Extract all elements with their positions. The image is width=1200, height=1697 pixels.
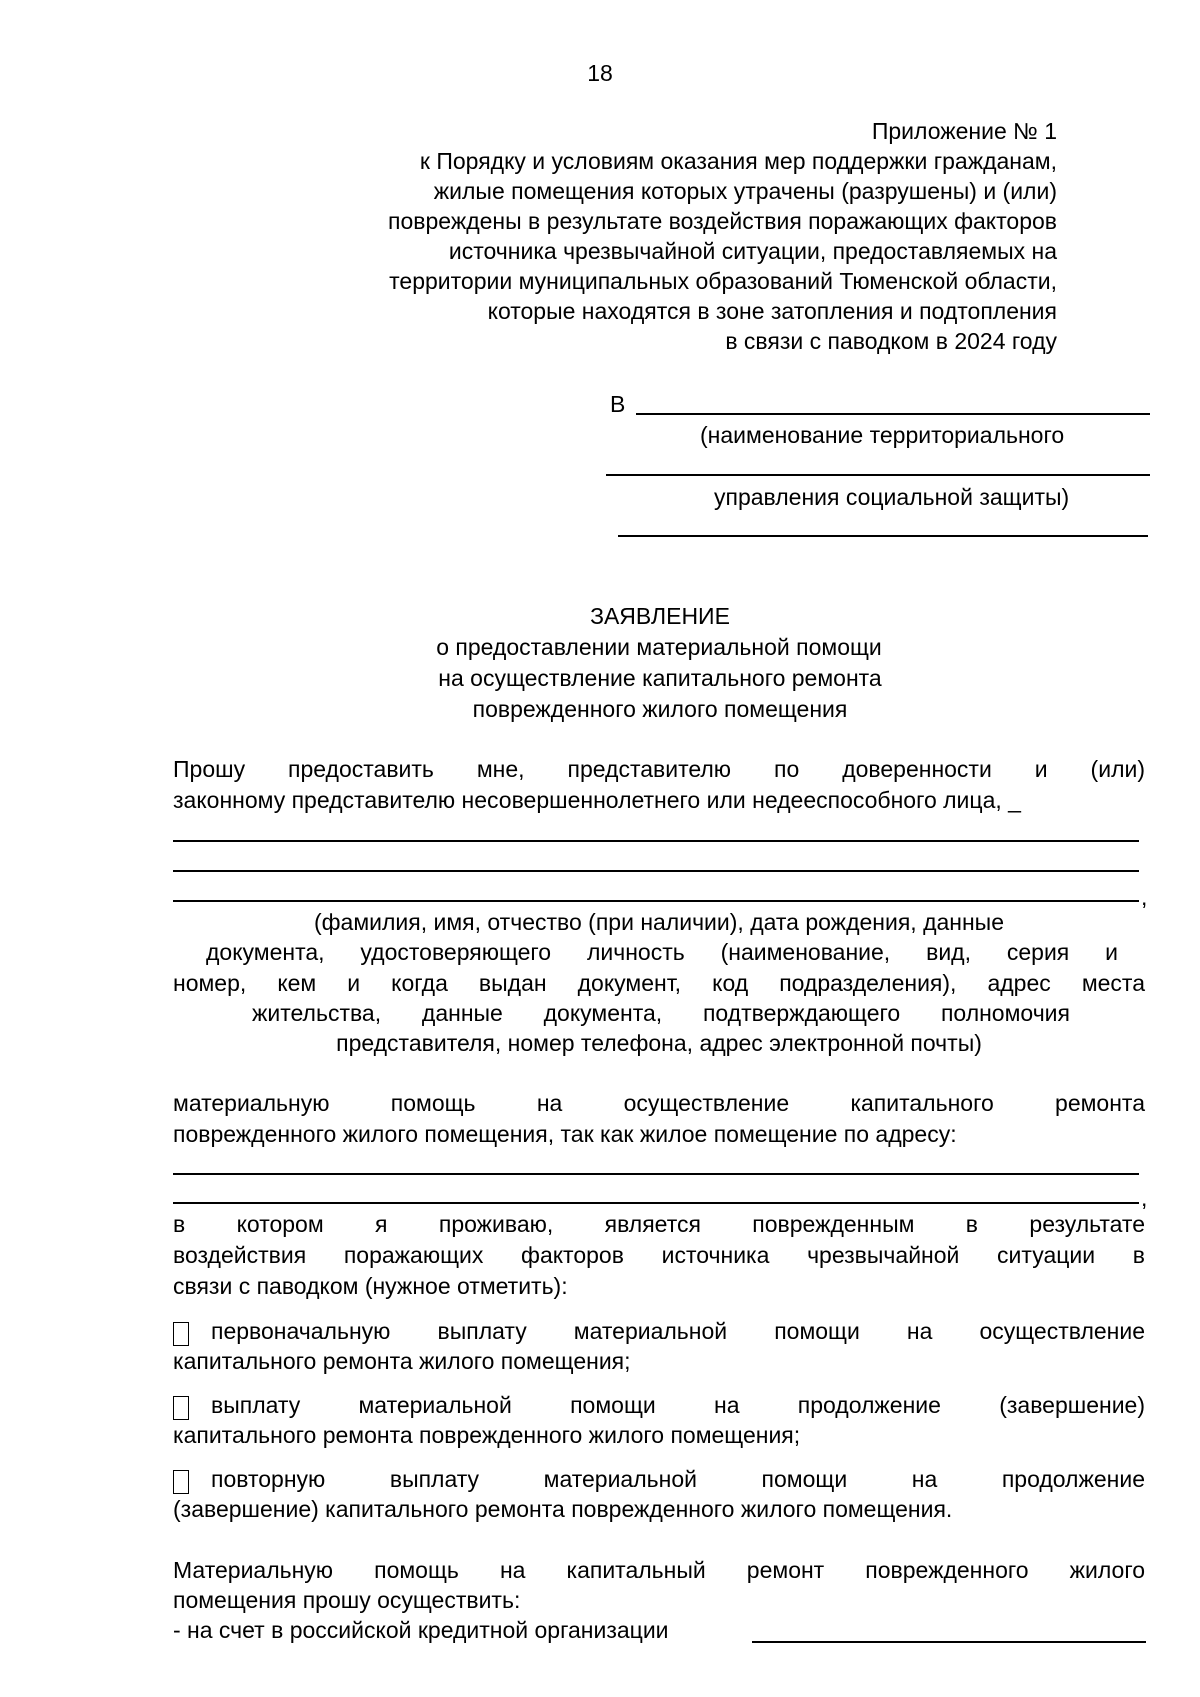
option-1-text: первоначальную выплату материальной помощи на осуществление [211, 1318, 1145, 1344]
applicant-field-line-2[interactable] [173, 870, 1139, 872]
request-line: Прошу предоставить мне, представителю по доверенности и (или) [173, 756, 1145, 782]
purpose-line: поврежденного жилого помещения, так как жилое помещение по адресу: [173, 1121, 957, 1147]
option-2-checkbox[interactable] [173, 1396, 189, 1420]
appendix-line: жилые помещения которых утрачены (разрушены) и (или) [433, 178, 1057, 204]
damage-line: воздействия поражающих факторов источника чрезвычайной ситуации в [173, 1242, 1145, 1268]
payment-line: Материальную помощь на капитальный ремонт поврежденного жилого [173, 1557, 1145, 1583]
option-3-checkbox[interactable] [173, 1470, 189, 1494]
address-field-line-2[interactable] [173, 1202, 1139, 1204]
person-hint-line: (фамилия, имя, отчество (при наличии), дата рождения, данные [313, 909, 1005, 935]
appendix-line: повреждены в результате воздействия поражающих факторов [388, 208, 1057, 234]
person-hint-line: жительства, данные документа, подтверждающего полномочия [252, 1000, 1070, 1026]
option-3[interactable] [173, 1464, 1145, 1494]
applicant-field-line-1[interactable] [173, 840, 1139, 842]
appendix-line: к Порядку и условиям оказания мер поддержки гражданам, [419, 148, 1057, 174]
applicant-field-line-3[interactable] [173, 900, 1139, 902]
option-1[interactable] [173, 1316, 1145, 1346]
page-number: 18 [587, 60, 613, 86]
payment-line: помещения прошу осуществить: [173, 1587, 521, 1613]
addressee-hint-1: (наименование территориального [700, 422, 1065, 448]
document-subtitle-line: на осуществление капитального ремонта [438, 665, 882, 691]
purpose-line: материальную помощь на осуществление капитального ремонта [173, 1090, 1145, 1116]
damage-line: связи с паводком (нужное отметить): [173, 1273, 568, 1299]
comma: , [1141, 1185, 1148, 1211]
comma: , [1141, 884, 1148, 910]
addressee-hint-2: управления социальной защиты) [714, 484, 1070, 510]
option-2[interactable] [173, 1390, 1145, 1420]
appendix-line: источника чрезвычайной ситуации, предоставляемых на [448, 238, 1057, 264]
addressee-field-line-3[interactable] [618, 535, 1148, 537]
damage-line: в котором я проживаю, является поврежденным в результате [173, 1211, 1145, 1237]
payment-line: - на счет в российской кредитной организации [173, 1617, 669, 1643]
bank-field-line[interactable] [752, 1641, 1146, 1643]
addressee-field-line[interactable] [636, 413, 1150, 415]
addressee-prefix: В [610, 391, 626, 417]
person-hint-line: номер, кем и когда выдан документ, код подразделения), адрес места [173, 970, 1145, 996]
appendix-line: территории муниципальных образований Тюменской области, [389, 268, 1057, 294]
appendix-line: Приложение № 1 [871, 118, 1057, 144]
document-title: ЗАЯВЛЕНИЕ [590, 603, 730, 629]
option-1-text-2: капитального ремонта жилого помещения; [173, 1348, 631, 1374]
document-subtitle-line: о предоставлении материальной помощи [436, 634, 882, 660]
person-hint-line: представителя, номер телефона, адрес электронной почты) [336, 1030, 982, 1056]
appendix-line: в связи с паводком в 2024 году [725, 328, 1057, 354]
appendix-line: которые находятся в зоне затопления и подтопления [487, 298, 1057, 324]
option-2-text-2: капитального ремонта поврежденного жилого помещения; [173, 1422, 801, 1448]
appendix-header [157, 116, 1057, 356]
addressee-field-line-2[interactable] [606, 474, 1150, 476]
option-3-text-2: (завершение) капитального ремонта поврежденного жилого помещения. [173, 1496, 953, 1522]
request-line: законному представителю несовершеннолетнего или недееспособного лица, _ [173, 787, 1021, 813]
address-field-line-1[interactable] [173, 1173, 1139, 1175]
option-3-text: повторную выплату материальной помощи на продолжение [211, 1466, 1145, 1492]
document-subtitle-line: поврежденного жилого помещения [472, 696, 848, 722]
option-1-checkbox[interactable] [173, 1322, 189, 1346]
person-hint-line: документа, удостоверяющего личность (наименование, вид, серия и [206, 939, 1118, 965]
option-2-text: выплату материальной помощи на продолжение (завершение) [211, 1392, 1145, 1418]
